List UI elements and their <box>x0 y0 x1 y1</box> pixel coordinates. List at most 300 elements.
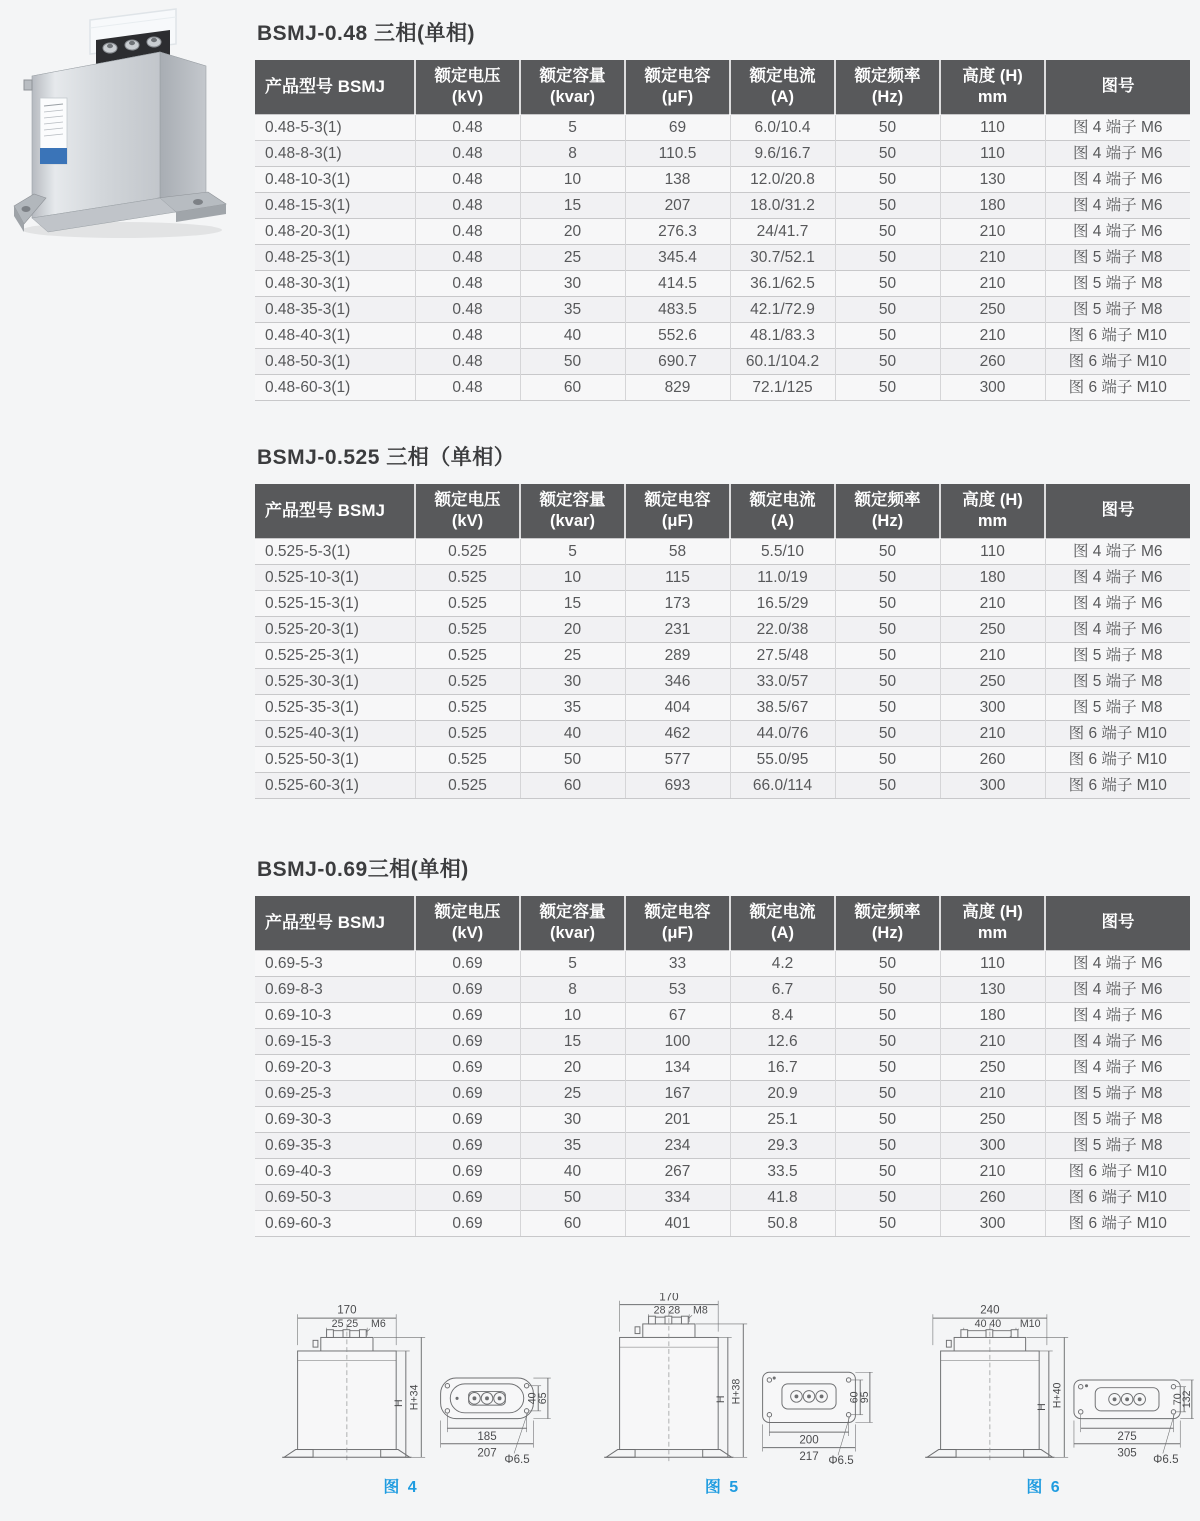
value-cell: 5 <box>520 114 625 140</box>
table-row <box>255 746 1190 772</box>
value-cell: 300 <box>940 772 1045 798</box>
model-cell: 0.69-40-3 <box>255 1158 415 1184</box>
column-header <box>1045 484 1190 538</box>
value-cell: 60 <box>520 1210 625 1236</box>
value-cell: 10 <box>520 166 625 192</box>
value-cell: 0.525 <box>415 564 520 590</box>
value-cell: 210 <box>940 322 1045 348</box>
value-cell: 300 <box>940 1210 1045 1236</box>
value-cell: 50 <box>835 1210 940 1236</box>
value-cell: 401 <box>625 1210 730 1236</box>
value-cell: 5 <box>520 950 625 976</box>
figure-6-caption: 图 6 <box>1026 1479 1062 1496</box>
column-header <box>730 60 835 114</box>
value-cell: 0.48 <box>415 244 520 270</box>
value-cell: 50 <box>520 746 625 772</box>
svg-text:Φ6.5: Φ6.5 <box>827 1455 854 1465</box>
model-cell: 0.525-40-3(1) <box>255 720 415 746</box>
column-header <box>835 484 940 538</box>
value-cell: 234 <box>625 1132 730 1158</box>
figure-ref-cell: 图 5 端子 M8 <box>1045 1106 1190 1132</box>
model-cell: 0.69-35-3 <box>255 1132 415 1158</box>
figure-5-caption: 图 5 <box>704 1479 741 1496</box>
section-title: BSMJ-0.525 三相（单相） <box>257 446 516 469</box>
spec-table-048 <box>255 60 1190 401</box>
table-row <box>255 564 1190 590</box>
column-header <box>1045 60 1190 114</box>
column-header <box>255 60 415 114</box>
model-cell: 0.525-60-3(1) <box>255 772 415 798</box>
figure-ref-cell: 图 4 端子 M6 <box>1045 1028 1190 1054</box>
model-cell: 0.69-10-3 <box>255 1002 415 1028</box>
svg-text:H+40: H+40 <box>1051 1382 1064 1409</box>
figure-ref-cell: 图 4 端子 M6 <box>1045 166 1190 192</box>
column-header <box>520 60 625 114</box>
svg-text:65: 65 <box>536 1392 549 1405</box>
svg-text:95: 95 <box>858 1391 871 1404</box>
figure-ref-cell: 图 5 端子 M8 <box>1045 642 1190 668</box>
value-cell: 0.48 <box>415 348 520 374</box>
value-cell: 50 <box>835 1080 940 1106</box>
value-cell: 0.48 <box>415 192 520 218</box>
value-cell: 210 <box>940 720 1045 746</box>
value-cell: 16.5/29 <box>730 590 835 616</box>
table-row <box>255 720 1190 746</box>
column-header-line1: 额定容量 <box>539 490 606 509</box>
table-row <box>255 114 1190 140</box>
value-cell: 0.48 <box>415 166 520 192</box>
model-cell: 0.48-60-3(1) <box>255 374 415 400</box>
table-row <box>255 1184 1190 1210</box>
value-cell: 40 <box>520 1158 625 1184</box>
figure-ref-cell: 图 5 端子 M8 <box>1045 296 1190 322</box>
value-cell: 20 <box>520 616 625 642</box>
figure-ref-cell: 图 6 端子 M10 <box>1045 746 1190 772</box>
value-cell: 134 <box>625 1054 730 1080</box>
column-header-line1: 额定电流 <box>749 902 816 921</box>
figure-ref-cell: 图 4 端子 M6 <box>1045 1054 1190 1080</box>
column-header <box>730 896 835 950</box>
figure-6-drawing <box>889 1293 1199 1465</box>
table-row <box>255 1158 1190 1184</box>
table-row <box>255 538 1190 564</box>
column-header-line2: (kvar) <box>550 923 595 942</box>
value-cell: 289 <box>625 642 730 668</box>
figure-ref-cell: 图 6 端子 M10 <box>1045 1184 1190 1210</box>
figure-ref-cell: 图 6 端子 M10 <box>1045 374 1190 400</box>
value-cell: 22.0/38 <box>730 616 835 642</box>
figure-4-drawing <box>246 1293 556 1465</box>
value-cell: 300 <box>940 694 1045 720</box>
table-row <box>255 296 1190 322</box>
value-cell: 27.5/48 <box>730 642 835 668</box>
value-cell: 250 <box>940 1106 1045 1132</box>
figure-ref-cell: 图 6 端子 M10 <box>1045 1210 1190 1236</box>
column-header <box>520 896 625 950</box>
figure-4-caption: 图 4 <box>383 1479 419 1496</box>
value-cell: 0.48 <box>415 270 520 296</box>
value-cell: 0.69 <box>415 1106 520 1132</box>
value-cell: 180 <box>940 564 1045 590</box>
value-cell: 30 <box>520 668 625 694</box>
section-bsmj-048 <box>255 20 1190 401</box>
table-row <box>255 772 1190 798</box>
value-cell: 72.1/125 <box>730 374 835 400</box>
table-row <box>255 1210 1190 1236</box>
model-cell: 0.525-20-3(1) <box>255 616 415 642</box>
column-header-line1: 图号 <box>1101 913 1135 932</box>
value-cell: 18.0/31.2 <box>730 192 835 218</box>
model-cell: 0.69-15-3 <box>255 1028 415 1054</box>
model-cell: 0.525-50-3(1) <box>255 746 415 772</box>
table-row <box>255 348 1190 374</box>
figure-ref-cell: 图 5 端子 M8 <box>1045 694 1190 720</box>
value-cell: 50 <box>835 374 940 400</box>
column-header-line1: 额定容量 <box>539 66 606 85</box>
value-cell: 50 <box>835 616 940 642</box>
value-cell: 0.525 <box>415 694 520 720</box>
column-header-line1: 额定电流 <box>749 66 816 85</box>
value-cell: 180 <box>940 192 1045 218</box>
value-cell: 210 <box>940 1028 1045 1054</box>
value-cell: 276.3 <box>625 218 730 244</box>
value-cell: 138 <box>625 166 730 192</box>
header-row <box>255 896 1190 950</box>
value-cell: 0.69 <box>415 1054 520 1080</box>
value-cell: 404 <box>625 694 730 720</box>
capacitor-side-face <box>160 52 206 202</box>
value-cell: 50 <box>835 140 940 166</box>
column-header <box>255 484 415 538</box>
column-header-line1: 高度 (H) <box>962 490 1023 509</box>
value-cell: 0.525 <box>415 668 520 694</box>
column-header-line2: (kvar) <box>550 511 595 530</box>
value-cell: 67 <box>625 1002 730 1028</box>
column-header-line2: (A) <box>771 923 794 942</box>
value-cell: 110 <box>940 140 1045 166</box>
column-header-line2: (kV) <box>451 923 484 942</box>
figure-ref-cell: 图 6 端子 M10 <box>1045 720 1190 746</box>
svg-text:217: 217 <box>798 1451 819 1464</box>
value-cell: 12.6 <box>730 1028 835 1054</box>
value-cell: 345.4 <box>625 244 730 270</box>
value-cell: 100 <box>625 1028 730 1054</box>
figure-ref-cell: 图 6 端子 M10 <box>1045 1158 1190 1184</box>
value-cell: 0.69 <box>415 1080 520 1106</box>
value-cell: 60.1/104.2 <box>730 348 835 374</box>
value-cell: 12.0/20.8 <box>730 166 835 192</box>
column-header-line2: (kV) <box>451 511 484 530</box>
table-row <box>255 616 1190 642</box>
svg-text:40 40: 40 40 <box>974 1317 1002 1330</box>
column-header <box>520 484 625 538</box>
model-cell: 0.48-30-3(1) <box>255 270 415 296</box>
figure-5-drawing <box>568 1293 878 1465</box>
value-cell: 50 <box>835 218 940 244</box>
model-cell: 0.48-20-3(1) <box>255 218 415 244</box>
section-bsmj-0525 <box>255 444 1190 799</box>
value-cell: 40 <box>520 322 625 348</box>
table-row <box>255 976 1190 1002</box>
value-cell: 0.525 <box>415 590 520 616</box>
value-cell: 0.525 <box>415 642 520 668</box>
svg-text:170: 170 <box>658 1293 679 1304</box>
table-row <box>255 218 1190 244</box>
value-cell: 50 <box>835 348 940 374</box>
value-cell: 50 <box>835 166 940 192</box>
value-cell: 25.1 <box>730 1106 835 1132</box>
table-row <box>255 140 1190 166</box>
value-cell: 50 <box>835 976 940 1002</box>
value-cell: 29.3 <box>730 1132 835 1158</box>
value-cell: 50 <box>520 348 625 374</box>
column-header-line1: 图号 <box>1101 501 1135 520</box>
value-cell: 25 <box>520 1080 625 1106</box>
section-title: BSMJ-0.48 三相(单相) <box>257 22 476 45</box>
svg-text:70: 70 <box>1172 1393 1185 1406</box>
svg-text:207: 207 <box>477 1447 497 1460</box>
value-cell: 44.0/76 <box>730 720 835 746</box>
svg-text:M8: M8 <box>692 1304 708 1317</box>
value-cell: 829 <box>625 374 730 400</box>
value-cell: 210 <box>940 270 1045 296</box>
value-cell: 260 <box>940 348 1045 374</box>
value-cell: 690.7 <box>625 348 730 374</box>
column-header <box>415 484 520 538</box>
figure-ref-cell: 图 5 端子 M8 <box>1045 1080 1190 1106</box>
figure-ref-cell: 图 4 端子 M6 <box>1045 1002 1190 1028</box>
column-header-line2: mm <box>977 511 1008 530</box>
column-header-line1: 额定电压 <box>434 490 501 509</box>
table-row <box>255 1106 1190 1132</box>
value-cell: 130 <box>940 976 1045 1002</box>
table-row <box>255 192 1190 218</box>
model-cell: 0.48-50-3(1) <box>255 348 415 374</box>
value-cell: 50 <box>835 694 940 720</box>
value-cell: 50 <box>835 746 940 772</box>
table-row <box>255 1002 1190 1028</box>
figure-ref-cell: 图 5 端子 M8 <box>1045 270 1190 296</box>
value-cell: 30.7/52.1 <box>730 244 835 270</box>
value-cell: 0.48 <box>415 296 520 322</box>
value-cell: 50 <box>835 720 940 746</box>
svg-text:Φ6.5: Φ6.5 <box>504 1454 530 1465</box>
value-cell: 0.525 <box>415 772 520 798</box>
svg-text:H: H <box>1035 1403 1048 1411</box>
column-header-line2: (Hz) <box>871 923 904 942</box>
value-cell: 0.69 <box>415 1158 520 1184</box>
table-row <box>255 950 1190 976</box>
value-cell: 250 <box>940 668 1045 694</box>
value-cell: 210 <box>940 590 1045 616</box>
value-cell: 110 <box>940 950 1045 976</box>
value-cell: 40 <box>520 720 625 746</box>
table-row <box>255 590 1190 616</box>
column-header <box>730 484 835 538</box>
value-cell: 35 <box>520 296 625 322</box>
column-header-line2: (kV) <box>451 87 484 106</box>
svg-text:60: 60 <box>847 1391 860 1404</box>
table-row <box>255 1132 1190 1158</box>
svg-text:185: 185 <box>477 1430 497 1443</box>
model-cell: 0.69-50-3 <box>255 1184 415 1210</box>
value-cell: 5 <box>520 538 625 564</box>
value-cell: 50 <box>835 564 940 590</box>
model-cell: 0.525-35-3(1) <box>255 694 415 720</box>
column-header <box>625 484 730 538</box>
value-cell: 250 <box>940 616 1045 642</box>
value-cell: 50 <box>835 270 940 296</box>
table-row <box>255 166 1190 192</box>
svg-text:H: H <box>714 1395 727 1404</box>
value-cell: 115 <box>625 564 730 590</box>
value-cell: 4.2 <box>730 950 835 976</box>
value-cell: 207 <box>625 192 730 218</box>
column-header-line1: 产品型号 BSMJ <box>265 77 385 97</box>
value-cell: 0.69 <box>415 1002 520 1028</box>
value-cell: 0.48 <box>415 140 520 166</box>
value-cell: 33.5 <box>730 1158 835 1184</box>
value-cell: 0.525 <box>415 538 520 564</box>
figure-ref-cell: 图 4 端子 M6 <box>1045 140 1190 166</box>
value-cell: 693 <box>625 772 730 798</box>
model-cell: 0.69-30-3 <box>255 1106 415 1132</box>
svg-text:25 25: 25 25 <box>331 1317 359 1330</box>
value-cell: 30 <box>520 1106 625 1132</box>
column-header-line1: 高度 (H) <box>962 66 1023 85</box>
value-cell: 231 <box>625 616 730 642</box>
column-header-line1: 额定电流 <box>749 490 816 509</box>
value-cell: 0.69 <box>415 1210 520 1236</box>
figure-ref-cell: 图 4 端子 M6 <box>1045 590 1190 616</box>
column-header <box>415 60 520 114</box>
value-cell: 210 <box>940 1158 1045 1184</box>
column-header-line1: 额定电容 <box>644 490 711 509</box>
value-cell: 10 <box>520 1002 625 1028</box>
value-cell: 201 <box>625 1106 730 1132</box>
value-cell: 6.7 <box>730 976 835 1002</box>
value-cell: 50 <box>835 1054 940 1080</box>
value-cell: 50 <box>835 1002 940 1028</box>
value-cell: 0.48 <box>415 218 520 244</box>
value-cell: 552.6 <box>625 322 730 348</box>
figure-ref-cell: 图 5 端子 M8 <box>1045 244 1190 270</box>
value-cell: 50 <box>835 668 940 694</box>
figure-ref-cell: 图 4 端子 M6 <box>1045 218 1190 244</box>
value-cell: 462 <box>625 720 730 746</box>
value-cell: 0.48 <box>415 322 520 348</box>
table-row <box>255 694 1190 720</box>
column-header-line1: 产品型号 BSMJ <box>265 501 385 521</box>
model-cell: 0.69-25-3 <box>255 1080 415 1106</box>
section-bsmj-069 <box>255 856 1190 1237</box>
value-cell: 25 <box>520 244 625 270</box>
model-cell: 0.48-35-3(1) <box>255 296 415 322</box>
value-cell: 66.0/114 <box>730 772 835 798</box>
value-cell: 6.0/10.4 <box>730 114 835 140</box>
table-row <box>255 244 1190 270</box>
value-cell: 8 <box>520 140 625 166</box>
value-cell: 0.69 <box>415 976 520 1002</box>
header-row <box>255 60 1190 114</box>
column-header <box>835 60 940 114</box>
value-cell: 167 <box>625 1080 730 1106</box>
column-header-line2: (Hz) <box>871 511 904 530</box>
column-header <box>835 896 940 950</box>
value-cell: 50 <box>835 1184 940 1210</box>
svg-text:H+38: H+38 <box>729 1378 742 1405</box>
value-cell: 60 <box>520 772 625 798</box>
column-header-line2: mm <box>977 87 1008 106</box>
value-cell: 173 <box>625 590 730 616</box>
product-photo <box>10 6 238 244</box>
table-row <box>255 374 1190 400</box>
svg-text:305: 305 <box>1117 1447 1137 1460</box>
figure-ref-cell: 图 6 端子 M10 <box>1045 348 1190 374</box>
spec-table-069 <box>255 896 1190 1237</box>
model-cell: 0.69-8-3 <box>255 976 415 1002</box>
column-header <box>940 896 1045 950</box>
column-header-line2: mm <box>977 923 1008 942</box>
value-cell: 50 <box>835 1132 940 1158</box>
value-cell: 50 <box>835 114 940 140</box>
value-cell: 50 <box>835 642 940 668</box>
column-header-line1: 图号 <box>1101 77 1135 96</box>
value-cell: 33 <box>625 950 730 976</box>
value-cell: 577 <box>625 746 730 772</box>
table-row <box>255 322 1190 348</box>
value-cell: 260 <box>940 746 1045 772</box>
table-row <box>255 1028 1190 1054</box>
svg-text:H+34: H+34 <box>408 1384 421 1411</box>
value-cell: 8.4 <box>730 1002 835 1028</box>
model-cell: 0.48-40-3(1) <box>255 322 415 348</box>
column-header-line1: 额定容量 <box>539 902 606 921</box>
value-cell: 300 <box>940 374 1045 400</box>
value-cell: 110 <box>940 538 1045 564</box>
column-header-line2: (μF) <box>661 511 694 530</box>
figure-ref-cell: 图 5 端子 M8 <box>1045 1132 1190 1158</box>
column-header-line2: (μF) <box>661 87 694 106</box>
value-cell: 0.525 <box>415 720 520 746</box>
column-header-line1: 额定频率 <box>854 902 921 921</box>
column-header <box>255 896 415 950</box>
column-header-line1: 额定电容 <box>644 902 711 921</box>
column-header-line2: (μF) <box>661 923 694 942</box>
model-cell: 0.69-20-3 <box>255 1054 415 1080</box>
value-cell: 50 <box>835 296 940 322</box>
svg-text:240: 240 <box>980 1304 1000 1317</box>
value-cell: 8 <box>520 976 625 1002</box>
value-cell: 20 <box>520 218 625 244</box>
value-cell: 69 <box>625 114 730 140</box>
svg-text:M10: M10 <box>1019 1317 1041 1330</box>
figure-ref-cell: 图 4 端子 M6 <box>1045 192 1190 218</box>
table-row <box>255 642 1190 668</box>
svg-text:132: 132 <box>1180 1390 1193 1409</box>
figure-ref-cell: 图 4 端子 M6 <box>1045 616 1190 642</box>
value-cell: 42.1/72.9 <box>730 296 835 322</box>
value-cell: 334 <box>625 1184 730 1210</box>
value-cell: 5.5/10 <box>730 538 835 564</box>
value-cell: 210 <box>940 218 1045 244</box>
column-header-line1: 高度 (H) <box>962 902 1023 921</box>
value-cell: 483.5 <box>625 296 730 322</box>
figure-5 <box>567 1293 879 1497</box>
model-cell: 0.525-10-3(1) <box>255 564 415 590</box>
value-cell: 346 <box>625 668 730 694</box>
value-cell: 41.8 <box>730 1184 835 1210</box>
